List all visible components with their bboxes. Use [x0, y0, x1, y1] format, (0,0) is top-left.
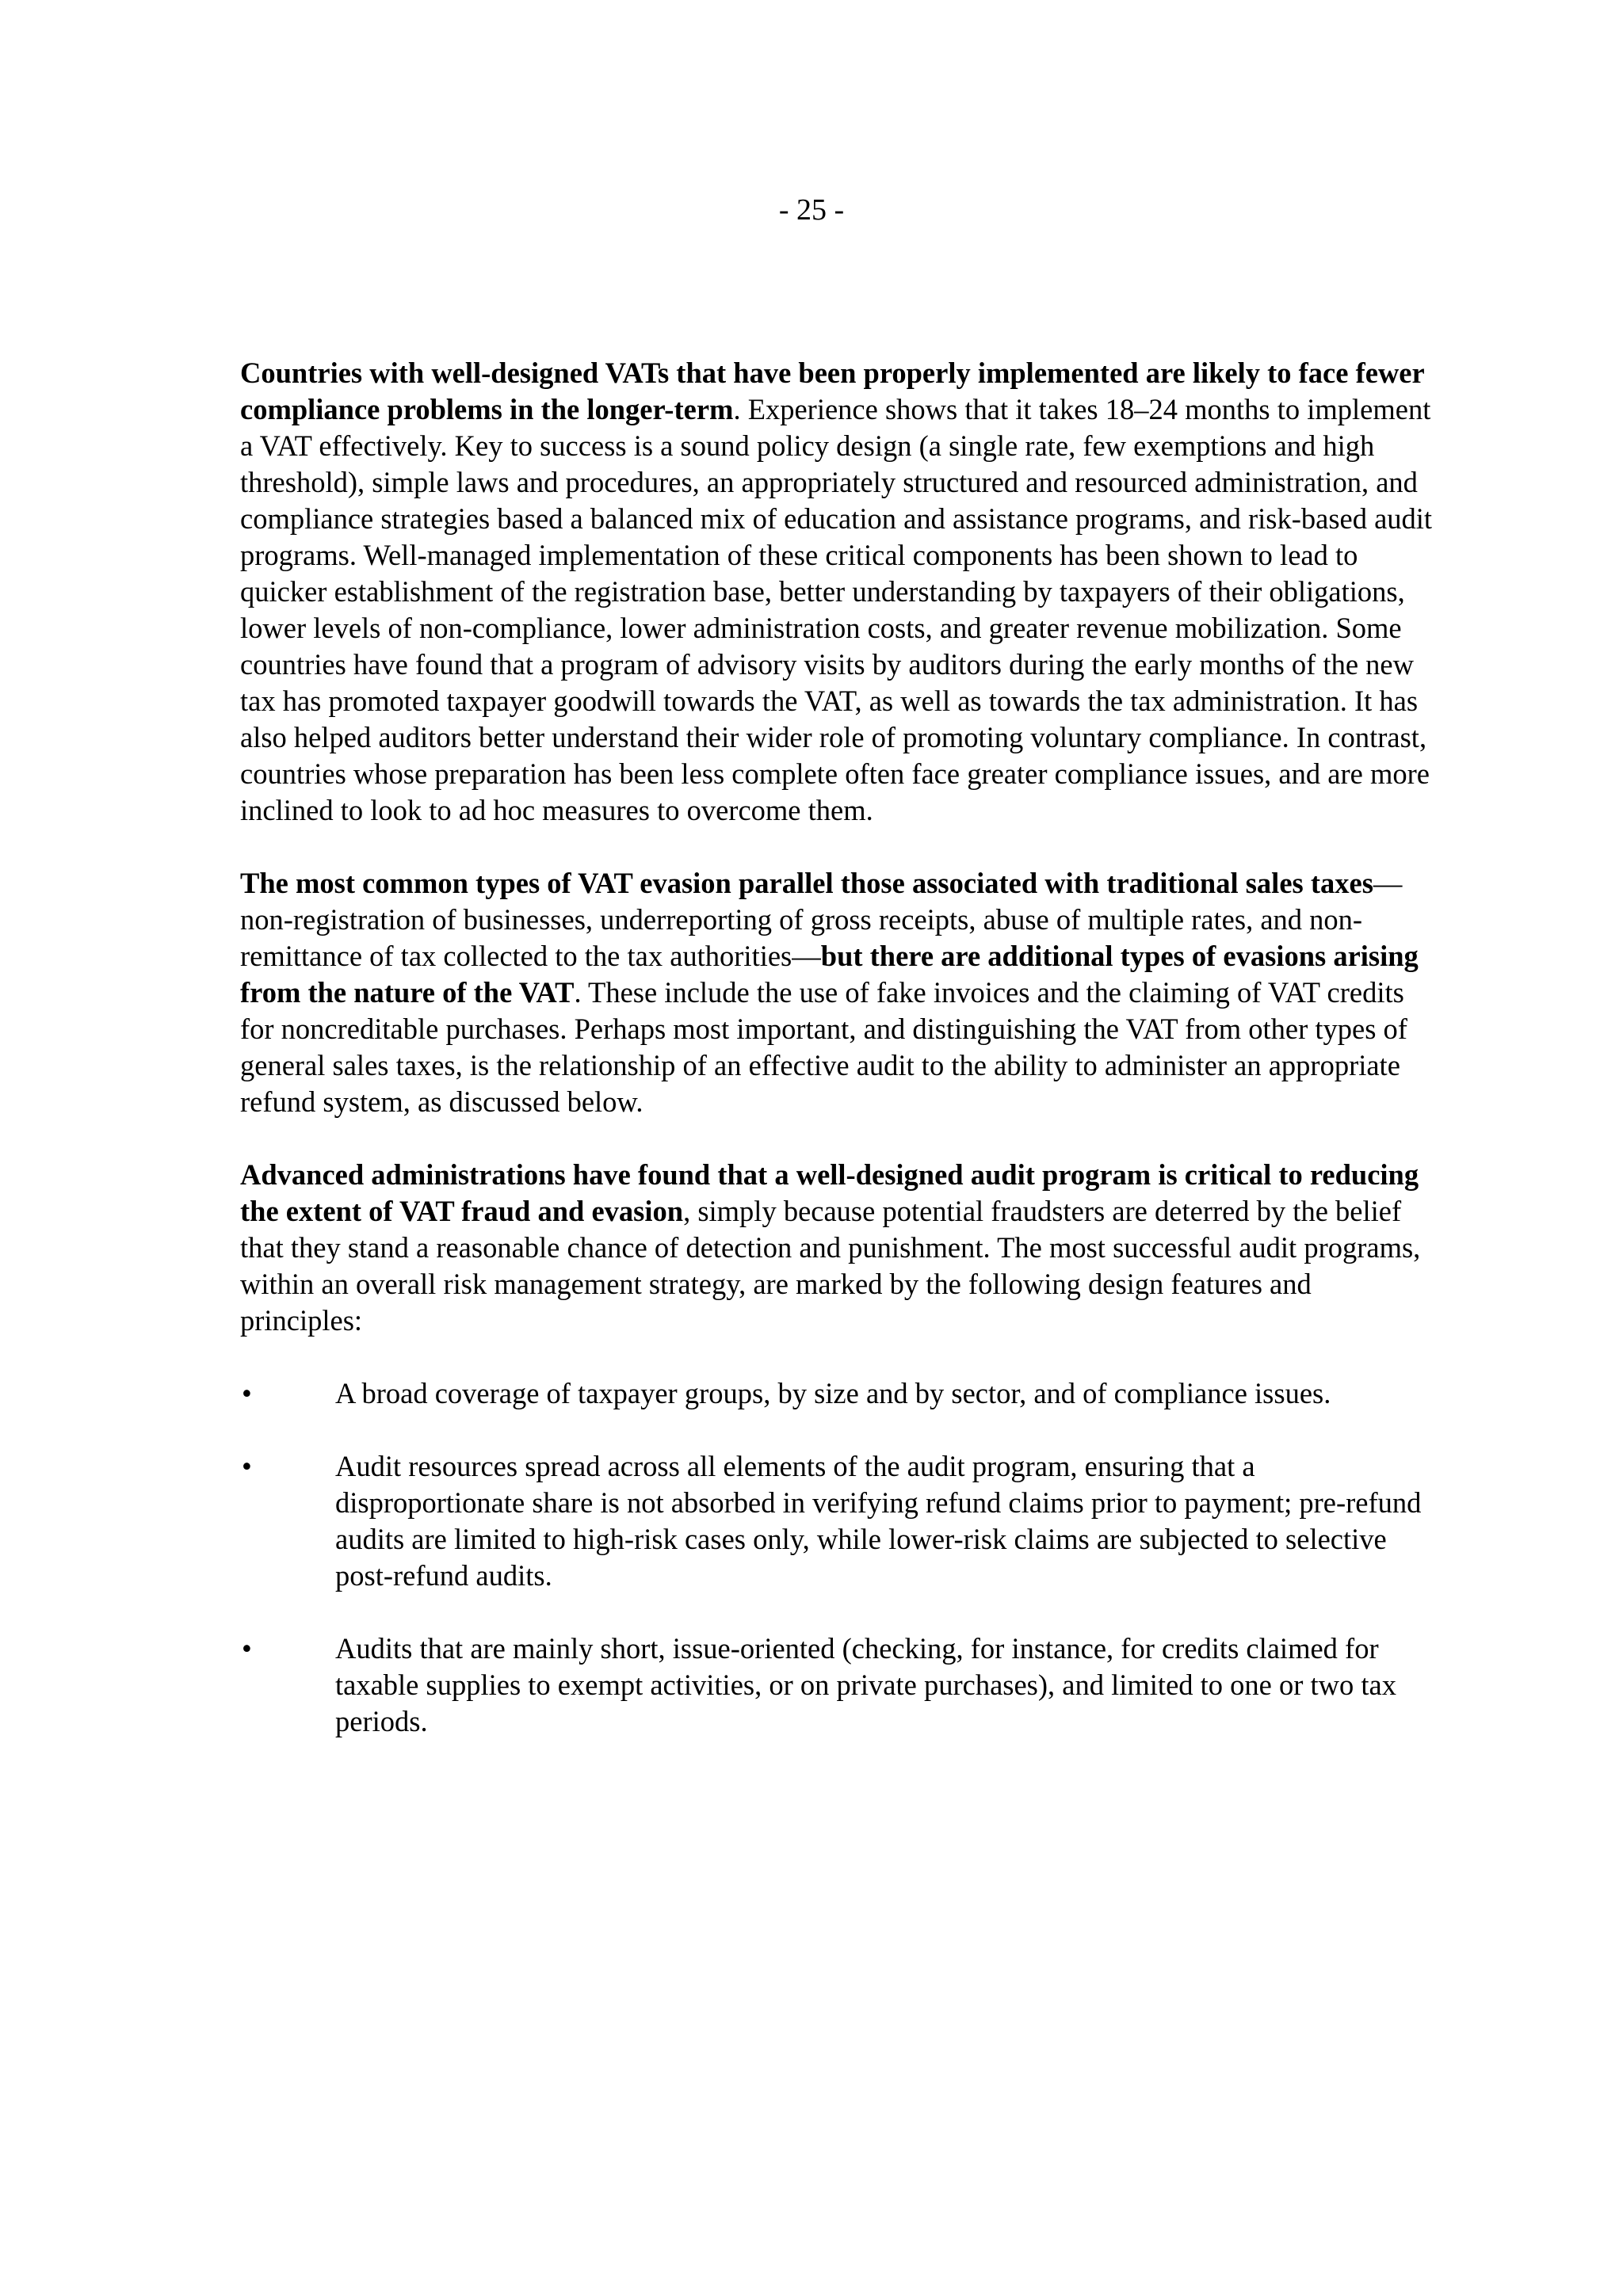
- design-features-list: [240, 1375, 1437, 1740]
- list-item: [240, 1448, 1437, 1594]
- list-item: [240, 1630, 1437, 1740]
- paragraph-text: . Experience shows that it takes 18–24 months to implement a VAT effectively. Key to success is a sound policy design (a single rate, few exemptions and high threshold), simple laws and procedures, an appropriately structured and resourced administration, and compliance strategies based a balanced mix of education and assistance programs, and risk-based audit programs. Well-managed implementation of these critical components has been shown to lead to quicker establishment of the registration base, better understanding by taxpayers of their obligations, lower levels of non-compliance, lower administration costs, and greater revenue mobilization. Some countries have found that a program of advisory visits by auditors during the early months of the new tax has promoted taxpayer goodwill towards the VAT, as well as towards the tax administration. It has also helped auditors better understand their wider role of promoting voluntary compliance. In contrast, countries whose preparation has been less complete often face greater compliance issues, and are more inclined to look to ad hoc measures to overcome them.: [240, 393, 1433, 826]
- paragraph-text: , simply because potential fraudsters are deterred by the belief that they stand a reasonable chance of detection and punishment. The most successful audit programs, within an overall risk management strategy, are marked by the following design features and principles:: [240, 1195, 1421, 1337]
- body-content: [240, 355, 1437, 1776]
- paragraph-bold-lead: The most common types of VAT evasion parallel those associated with traditional sales taxes: [240, 867, 1373, 899]
- bullet-icon: •: [242, 1450, 252, 1482]
- list-item: [240, 1375, 1437, 1412]
- paragraph-bold-mid: but there are additional types of evasions arising from the nature of the VAT: [240, 940, 1419, 1009]
- paragraph-audit-program: [240, 1157, 1437, 1339]
- list-item-text: Audit resources spread across all elements of the audit program, ensuring that a disproportionate share is not absorbed in verifying refund claims prior to payment; pre-refund audits are limited to high-risk cases only, while lower-risk claims are subjected to selective post-refund audits.: [335, 1450, 1422, 1592]
- paragraph-bold-lead: Advanced administrations have found that a well-designed audit program is critical to reducing the extent of VAT fraud and evasion: [240, 1158, 1419, 1227]
- paragraph-text-after: . These include the use of fake invoices and the claiming of VAT credits for noncreditable purchases. Perhaps most important, and distinguishing the VAT from other types of general sales taxes, is the relationship of an effective audit to the ability to administer an appropriate refund system, as discussed below.: [240, 976, 1407, 1118]
- bullet-icon: •: [242, 1632, 252, 1665]
- page-number: - 25 -: [778, 193, 845, 227]
- paragraph-vat-implementation: [240, 355, 1437, 829]
- paragraph-text: —non-registration of businesses, underreporting of gross receipts, abuse of multiple rates, and non-remittance of tax collected to the tax authorities—: [240, 867, 1403, 972]
- paragraph-vat-evasion-types: [240, 865, 1437, 1120]
- paragraph-bold-lead: Countries with well-designed VATs that have been properly implemented are likely to face fewer compliance problems in the longer-term: [240, 357, 1425, 425]
- bullet-icon: •: [242, 1377, 252, 1409]
- list-item-text: Audits that are mainly short, issue-oriented (checking, for instance, for credits claimed for taxable supplies to exempt activities, or on private purchases), and limited to one or two tax periods.: [335, 1632, 1396, 1737]
- list-item-text: A broad coverage of taxpayer groups, by size and by sector, and of compliance issues.: [335, 1377, 1331, 1409]
